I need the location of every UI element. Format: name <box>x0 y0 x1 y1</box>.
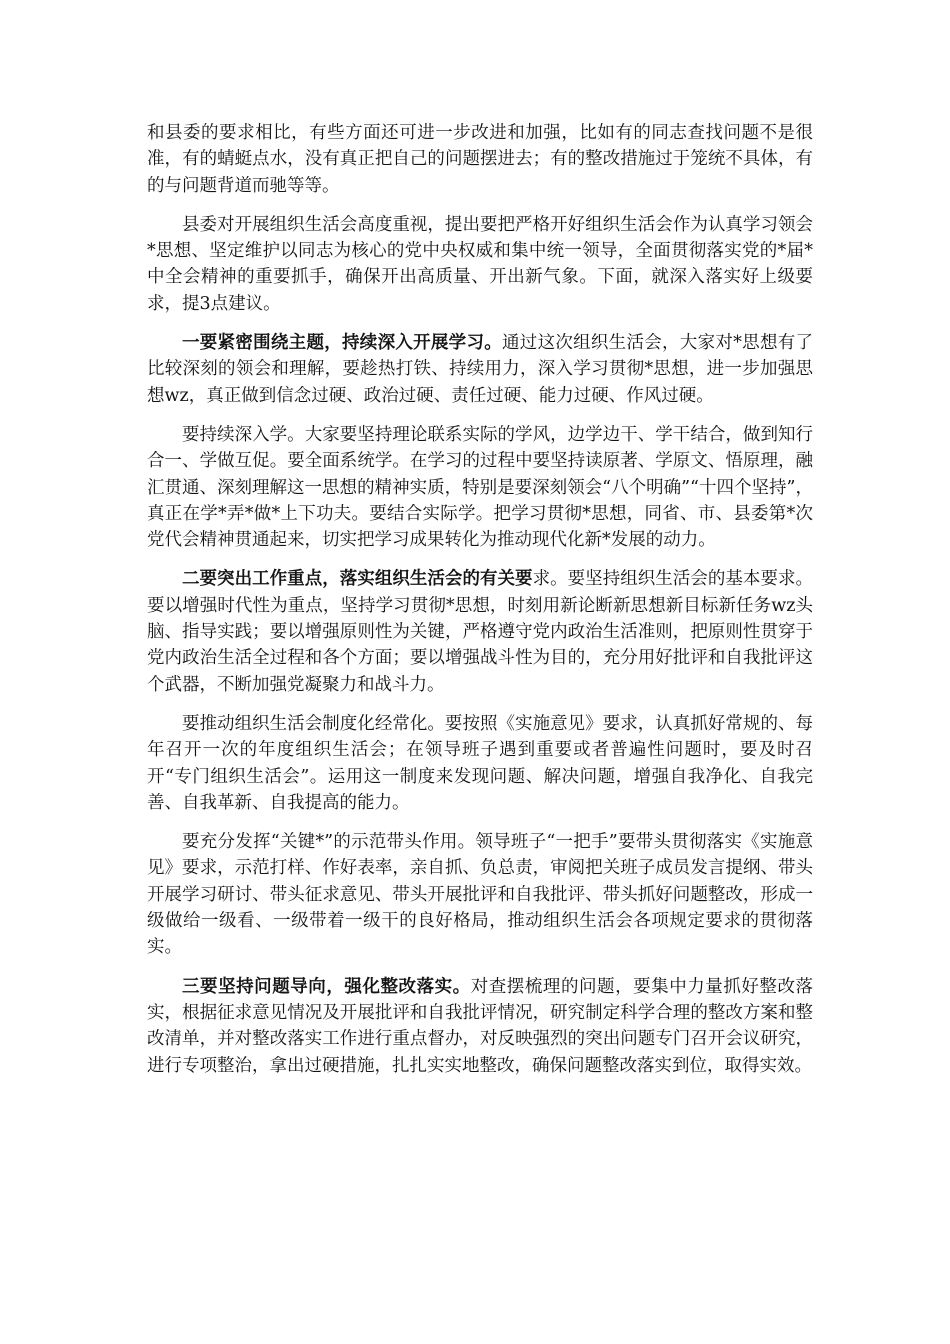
paragraph-2-body: 县委对开展组织生活会高度重视，提出要把严格开好组织生活会作为认真学习领会*思想、坚定维护以同志为核心的党中央权威和集中统一领导，全面贯彻落实党的*届*中全会精神的重要抓手，确保开出高质量、开出新气象。下面，就深入落实好上级要求，提3点建议。 <box>147 214 813 314</box>
paragraph-4-body: 要持续深入学。大家要坚持理论联系实际的学风，边学边干、学干结合，做到知行合一、学做互促。要全面系统学。在学习的过程中要坚持读原著、学原文、悟原理，融汇贯通、深刻理解这一思想的精神实质，特别是要深刻领会“八个明确”“十四个坚持”，真正在学*弄*做*上下功夫。要结合实际学。把学习贯彻*思想，同省、市、县委第*次党代会精神贯通起来，切实把学习成果转化为推动现代化新*发展的动力。 <box>147 424 813 551</box>
paragraph-5-body: 求。要坚持组织生活会的基本要求。要以增强时代性为重点，坚持学习贯彻*思想，时刻用新论断新思想新目标新任务wz头脑、指导实践；要以增强原则性为关键，严格遵守党内政治生活准则，把原则性贯穿于党内政治生活全过程和各个方面；要以增强战斗性为目的，充分用好批评和自我批评这个武器，不断加强党凝聚力和战斗力。 <box>147 569 814 695</box>
paragraph-1-body: 和县委的要求相比，有些方面还可进一步改进和加强，比如有的同志查找问题不是很准，有的蜻蜓点水，没有真正把自己的问题摆进去；有的整改措施过于笼统不具体，有的与问题背道而驰等等。 <box>147 123 813 196</box>
paragraph-1 <box>147 120 813 199</box>
document-page <box>147 120 813 1092</box>
paragraph-8 <box>147 974 813 1079</box>
paragraph-6 <box>147 711 813 816</box>
paragraph-5-lead: 二要突出工作重点，落实组织生活会的有关要 <box>182 569 533 590</box>
paragraph-7 <box>147 829 813 960</box>
paragraph-3-lead: 一要紧密围绕主题，持续深入开展学习。 <box>182 333 503 354</box>
paragraph-8-body: 对查摆梳理的问题，要集中力量抓好整改落实，根据征求意见情况及开展批评和自我批评情况，研究制定科学合理的整改方案和整改清单，并对整改落实工作进行重点督办，对反映强烈的突出问题专门召开会议研究，进行专项整治，拿出过硬措施，扎扎实实地整改，确保问题整改落实到位，取得实效。 <box>147 976 814 1076</box>
paragraph-6-body: 要推动组织生活会制度化经常化。要按照《实施意见》要求，认真抓好常规的、每年召开一次的年度组织生活会；在领导班子遇到重要或者普遍性问题时，要及时召开“专门组织生活会”。运用这一制度来发现问题、解决问题，增强自我净化、自我完善、自我革新、自我提高的能力。 <box>147 713 813 813</box>
paragraph-8-lead: 三要坚持问题导向，强化整改落实。 <box>182 976 471 997</box>
paragraph-3 <box>147 330 813 409</box>
paragraph-5 <box>147 566 813 697</box>
paragraph-3-body: 通过这次组织生活会，大家对*思想有了比较深刻的领会和理解，要趁热打铁、持续用力，深入学习贯彻*思想，进一步加强思想wz，真正做到信念过硬、政治过硬、责任过硬、能力过硬、作风过硬。 <box>147 333 814 406</box>
paragraph-4 <box>147 422 813 553</box>
paragraph-2 <box>147 212 813 317</box>
paragraph-7-body: 要充分发挥“关键*”的示范带头作用。领导班子“一把手”要带头贯彻落实《实施意见》要求，示范打样、作好表率，亲自抓、负总责，审阅把关班子成员发言提纲、带头开展学习研讨、带头征求意见、带头开展批评和自我批评、带头抓好问题整改，形成一级做给一级看、一级带着一级干的良好格局，推动组织生活会各项规定要求的贯彻落实。 <box>147 832 813 958</box>
